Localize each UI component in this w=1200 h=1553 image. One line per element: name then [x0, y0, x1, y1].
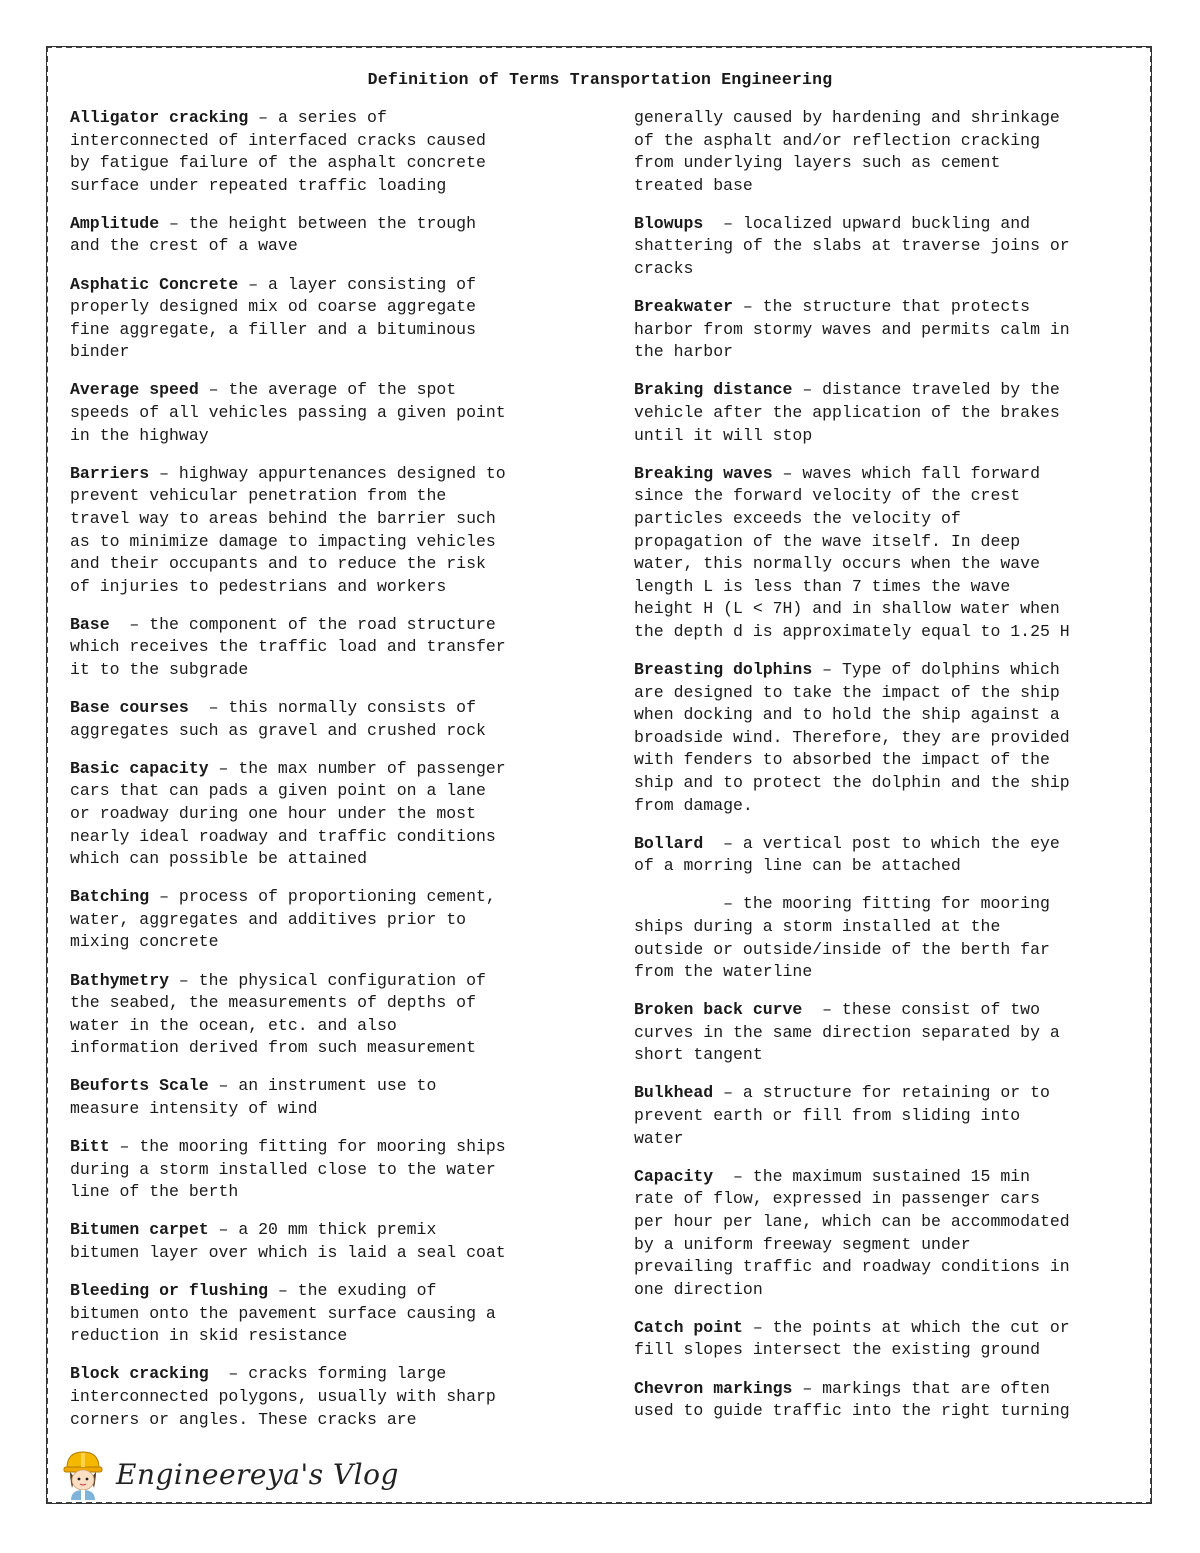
glossary-definition: – Type of dolphins which are designed to take the impact of the ship when docking and to hold the ship against a broadside wind. Therefore, they are provided with fenders to absorbed the impact of the ship and to protect the dolphin and the ship from damage. — [634, 659, 1070, 815]
glossary-definition: – the mooring fitting for mooring ships during a storm installed at the outside or outside/inside of the berth far from the waterline — [634, 894, 1050, 982]
glossary-entry — [634, 296, 1134, 364]
glossary-term: Average speed — [70, 380, 199, 400]
glossary-definition: – the exuding of bitumen onto the pavement surface causing a reduction in skid resistance — [70, 1281, 496, 1346]
glossary-term: Bulkhead — [634, 1083, 714, 1103]
glossary-entry — [70, 614, 570, 682]
glossary-term: Bitt — [70, 1137, 110, 1157]
glossary-definition: – an instrument use to measure intensity of wind — [70, 1076, 437, 1118]
glossary-entry — [70, 1136, 570, 1204]
glossary-entry — [634, 107, 1134, 197]
glossary-definition: – a 20 mm thick premix bitumen layer over which is laid a seal coat — [70, 1220, 506, 1262]
glossary-definition: – markings that are often used to guide traffic into the right turning — [634, 1378, 1070, 1421]
engineer-avatar-icon — [62, 1448, 104, 1500]
footer-brand — [62, 1446, 399, 1502]
glossary-term: Batching — [70, 887, 150, 907]
glossary-entry — [70, 463, 570, 599]
glossary-entry — [634, 213, 1134, 281]
glossary-definition: – the height between the trough and the crest of a wave — [70, 213, 476, 256]
glossary-definition: – the points at which the cut or fill slopes intersect the existing ground — [634, 1317, 1070, 1360]
glossary-term: Barriers — [70, 463, 150, 483]
glossary-term: Blowups — [634, 213, 704, 233]
glossary-definition: – the mooring fitting for mooring ships during a storm installed close to the water line of the berth — [70, 1137, 506, 1202]
glossary-definition: – this normally consists of aggregates such as gravel and crushed rock — [70, 698, 486, 740]
glossary-entry — [70, 697, 570, 742]
left-column — [70, 107, 570, 1447]
glossary-entry — [634, 833, 1134, 878]
glossary-entry — [70, 1363, 570, 1431]
glossary-definition: – the average of the spot speeds of all vehicles passing a given point in the highway — [70, 380, 506, 445]
glossary-definition: – the component of the road structure which receives the traffic load and transfer it to the subgrade — [70, 614, 506, 679]
glossary-definition: – the maximum sustained 15 min rate of flow, expressed in passenger cars per hour per lane, which can be accommodated by a uniform freeway segment under prevailing traffic and roadway conditions in one direction — [634, 1166, 1070, 1299]
glossary-term: Braking distance — [634, 380, 793, 400]
glossary-definition: – waves which fall forward since the forward velocity of the crest particles exceeds the velocity of propagation of the wave itself. In deep water, this normally occurs when the wave length L is less than 7 times the wave height H (L < 7H) and in shallow water when the depth d is approximately equal to 1.25 H — [634, 463, 1070, 641]
glossary-definition: – process of proportioning cement, water, aggregates and additives prior to mixing concrete — [70, 887, 496, 952]
brand-signature: Engineereya's Vlog — [116, 1457, 399, 1491]
glossary-entry — [634, 1166, 1134, 1302]
glossary-entry — [70, 886, 570, 954]
glossary-term: Beuforts Scale — [70, 1076, 209, 1096]
glossary-term: Capacity — [634, 1166, 714, 1186]
glossary-term: Asphatic Concrete — [70, 274, 239, 294]
glossary-entry — [70, 107, 570, 197]
glossary-entry — [70, 758, 570, 871]
glossary-definition: – the physical configuration of the seabed, the measurements of depths of water in the ocean, etc. and also information derived from such measurement — [70, 970, 486, 1058]
glossary-term: Bollard — [634, 833, 704, 853]
glossary-term: Bleeding or flushing — [70, 1281, 269, 1301]
glossary-entry — [634, 1317, 1134, 1362]
glossary-entry — [634, 1082, 1134, 1150]
glossary-definition: – a structure for retaining or to prevent earth or fill from sliding into water — [634, 1083, 1050, 1148]
glossary-definition: generally caused by hardening and shrinkage of the asphalt and/or reflection cracking from underlying layers such as cement treated base — [634, 108, 1060, 195]
glossary-entry — [70, 1219, 570, 1264]
glossary-term: Breaking waves — [634, 463, 773, 483]
glossary-entry — [634, 893, 1134, 983]
glossary-term: Breasting dolphins — [634, 659, 813, 679]
glossary-entry — [70, 379, 570, 447]
glossary-definition: – distance traveled by the vehicle after the application of the brakes until it will stop — [634, 380, 1060, 445]
glossary-term: Base — [70, 614, 110, 634]
glossary-term: Block cracking — [70, 1364, 209, 1384]
glossary-definition: – cracks forming large interconnected polygons, usually with sharp corners or angles. These cracks are — [70, 1364, 496, 1429]
glossary-term: Bathymetry — [70, 970, 170, 990]
glossary-term: Base courses — [70, 698, 189, 718]
glossary-definition: – highway appurtenances designed to prevent vehicular penetration from the travel way to areas behind the barrier such as to minimize damage to impacting vehicles and their occupants and to reduce the risk of injuries to pedestrians and workers — [70, 463, 506, 596]
glossary-entry — [634, 999, 1134, 1067]
glossary-entry — [634, 659, 1134, 817]
right-column — [634, 107, 1134, 1438]
glossary-entry — [70, 1075, 570, 1120]
glossary-entry — [634, 379, 1134, 447]
glossary-definition: – the max number of passenger cars that can pads a given point on a lane or roadway during one hour under the most nearly ideal roadway and traffic conditions which can possible be attained — [70, 758, 506, 869]
glossary-entry — [70, 213, 570, 258]
glossary-term: Breakwater — [634, 297, 734, 317]
glossary-entry — [70, 274, 570, 364]
glossary-definition: – a series of interconnected of interfaced cracks caused by fatigue failure of the asphalt concrete surface under repeated traffic loading — [70, 108, 486, 195]
glossary-term: Alligator cracking — [70, 108, 249, 127]
glossary-entry — [634, 1378, 1134, 1423]
glossary-term: Bitumen carpet — [70, 1220, 209, 1240]
glossary-definition: – these consist of two curves in the same direction separated by a short tangent — [634, 1000, 1060, 1065]
glossary-entry — [70, 1280, 570, 1348]
glossary-entry — [634, 463, 1134, 644]
glossary-definition: – a vertical post to which the eye of a morring line can be attached — [634, 833, 1060, 876]
glossary-term: Chevron markings — [634, 1378, 793, 1398]
page-title: Definition of Terms Transportation Engineering — [367, 70, 833, 89]
glossary-term: Basic capacity — [70, 758, 209, 778]
glossary-definition: – the structure that protects harbor from stormy waves and permits calm in the harbor — [634, 297, 1070, 362]
glossary-entry — [70, 970, 570, 1060]
glossary-term: Broken back curve — [634, 1000, 803, 1020]
glossary-definition: – localized upward buckling and shattering of the slabs at traverse joins or cracks — [634, 213, 1070, 279]
glossary-definition: – a layer consisting of properly designed mix od coarse aggregate fine aggregate, a filler and a bituminous binder — [70, 274, 476, 362]
glossary-term: Catch point — [634, 1317, 743, 1337]
glossary-term: Amplitude — [70, 213, 160, 233]
